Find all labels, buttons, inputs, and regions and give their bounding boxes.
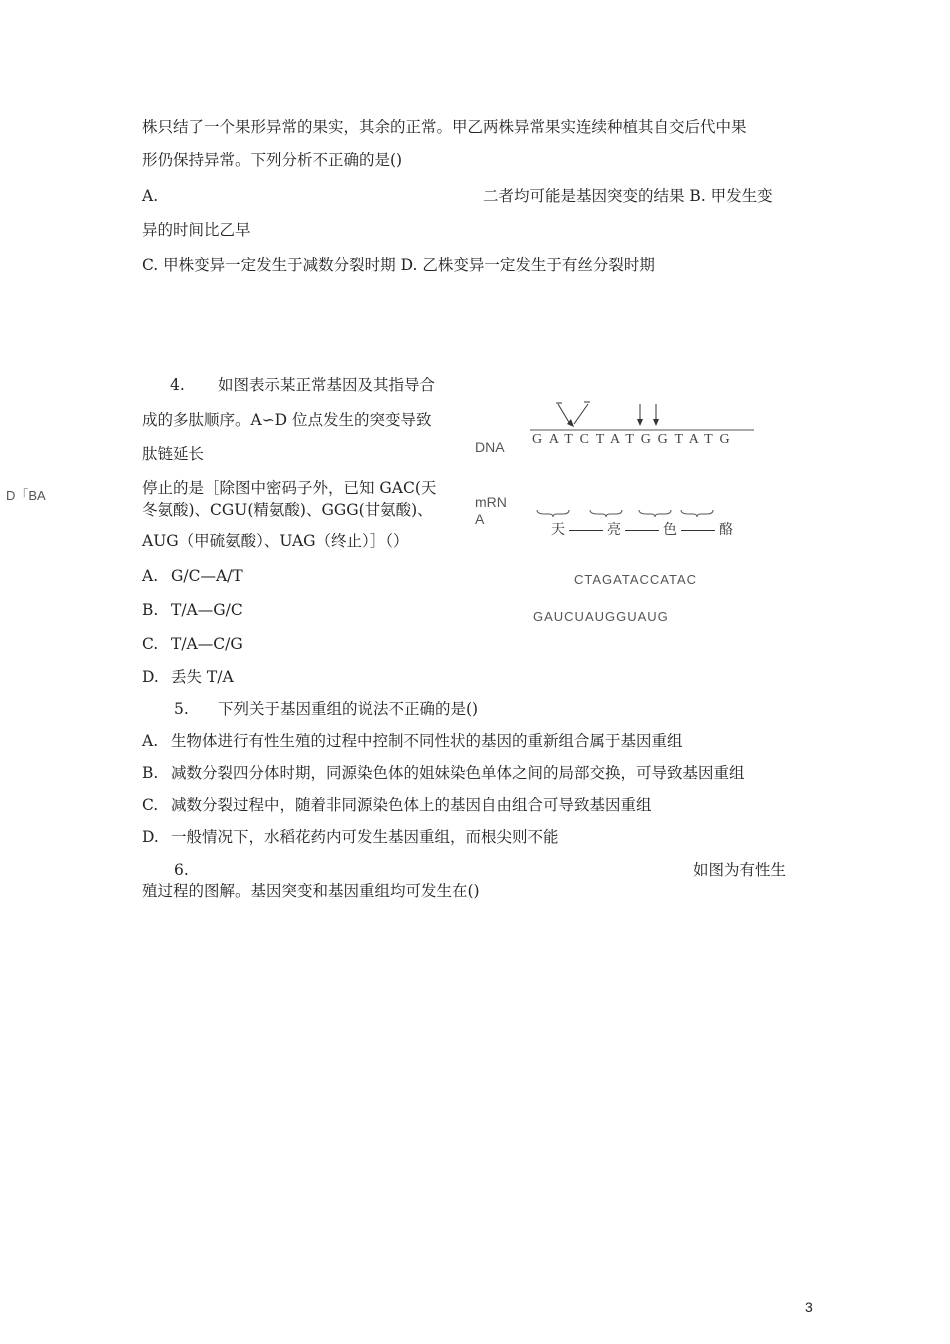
q3-option-c-d: C. 甲株变异一定发生于减数分裂时期 D. 乙株变异一定发生于有丝分裂时期: [142, 256, 655, 274]
margin-fragment: D「BA: [6, 488, 46, 503]
q6-stem-line2: 殖过程的图解。基因突变和基因重组均可发生在(): [142, 882, 480, 900]
q4-option-a-text: G/C—A/T: [171, 567, 243, 585]
q3-option-a-b: 二者均可能是基因突变的结果 B. 甲发生变: [483, 187, 773, 205]
amino-acid-1: 天: [551, 522, 565, 538]
amino-acid-2: 亮: [607, 522, 621, 538]
q4-option-d-label: D.: [142, 668, 159, 686]
mrna-label-2: A: [475, 511, 485, 527]
amino-acid-4: 酪: [719, 522, 733, 538]
q4-option-a-label: A.: [142, 567, 159, 585]
q3-line2: 形仍保持异常。下列分析不正确的是(): [142, 151, 403, 169]
q5-option-d-label: D.: [142, 828, 159, 846]
q5-option-b-label: B.: [142, 764, 159, 782]
mrna-strand-clipped: GAUCUAUGGUAUG: [533, 609, 669, 624]
q5-option-d-text: 一般情况下，水稻花药内可发生基因重组，而根尖则不能: [171, 828, 559, 846]
q3-option-a-label: A.: [142, 187, 159, 205]
mutation-arrows: [530, 398, 770, 434]
q6-stem-right: 如图为有性生: [693, 861, 787, 879]
q5-option-b-text: 减数分裂四分体时期，同源染色体的姐妹染色单体之间的局部交换，可导致基因重组: [171, 764, 745, 782]
q4-stem-line3: 肽链延长: [142, 445, 205, 463]
peptide-bond: [625, 530, 659, 531]
q4-stem-line2: 成的多肽顺序。A∽D 位点发生的突变导致: [142, 411, 432, 429]
q4-number: 4.: [170, 376, 185, 394]
q4-option-c-label: C.: [142, 635, 159, 653]
amino-acid-chain: [551, 522, 733, 538]
q5-option-c-text: 减数分裂过程中，随着非同源染色体上的基因自由组合可导致基因重组: [171, 796, 652, 814]
peptide-bond: [681, 530, 715, 531]
q5-stem: 下列关于基因重组的说法不正确的是(): [218, 700, 479, 718]
q5-option-a-text: 生物体进行有性生殖的过程中控制不同性状的基因的重新组合属于基因重组: [171, 732, 683, 750]
q3-line1: 株只结了一个果形异常的果实，其余的正常。甲乙两株异常果实连续种植其自交后代中果: [142, 118, 747, 136]
q4-option-b-label: B.: [142, 601, 159, 619]
q4-stem-line1: 如图表示某正常基因及其指导合: [218, 376, 436, 394]
q5-option-c-label: C.: [142, 796, 159, 814]
q5-number: 5.: [174, 700, 189, 718]
page-number: 3: [805, 1299, 813, 1315]
q4-stem-line6: AUG（甲硫氨酸）、UAG（终止）］（）: [142, 532, 409, 550]
q3-option-b-continued: 异的时间比乙早: [142, 221, 251, 239]
q4-option-d-text: 丢失 T/A: [171, 668, 234, 686]
q5-option-a-label: A.: [142, 732, 159, 750]
q4-stem-line4: 停止的是［除图中密码子外，已知 GAC(天: [142, 479, 437, 497]
q6-number: 6.: [174, 861, 189, 879]
codon-braces: [535, 508, 715, 518]
complementary-strand-clipped: CTAGATACCATAC: [574, 572, 698, 587]
amino-acid-3: 色: [663, 522, 677, 538]
q4-option-b-text: T/A—G/C: [171, 601, 243, 619]
mrna-label-1: mRN: [475, 494, 507, 510]
peptide-bond: [569, 530, 603, 531]
q4-stem-line5: 冬氨酸)、CGU(精氨酸)、GGG(甘氨酸)、: [142, 501, 433, 519]
dna-sequence: GATCTATGGTATG: [532, 432, 737, 447]
dna-label: DNA: [475, 439, 505, 455]
q4-option-c-text: T/A—C/G: [171, 635, 243, 653]
